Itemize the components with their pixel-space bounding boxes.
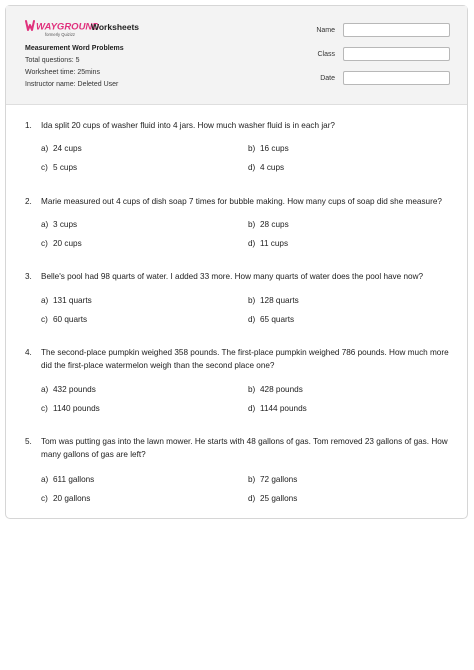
option-letter: a) — [41, 296, 49, 305]
name-field[interactable] — [343, 23, 450, 37]
option-letter: b) — [248, 296, 256, 305]
option-text: 432 pounds — [53, 385, 96, 394]
option-letter: c) — [41, 404, 48, 413]
class-field[interactable] — [343, 47, 450, 61]
option-text: 611 gallons — [53, 475, 95, 484]
brand-label: Worksheets — [91, 22, 140, 32]
option-text: 20 cups — [53, 239, 82, 248]
option-text: 28 cups — [260, 220, 289, 229]
option-text: 16 cups — [260, 144, 289, 153]
option-letter: c) — [41, 494, 48, 503]
option-text: 24 cups — [53, 144, 82, 153]
logo-subtitle: formerly Quizizz — [45, 32, 76, 37]
option-text: 5 cups — [53, 163, 78, 172]
name-label: Name — [316, 27, 335, 34]
option-c[interactable] — [41, 238, 82, 249]
option-c[interactable] — [41, 403, 100, 414]
option-letter: d) — [248, 239, 256, 248]
option-letter: c) — [41, 163, 48, 172]
option-b[interactable] — [248, 474, 297, 485]
option-d[interactable] — [248, 162, 284, 173]
question-number: 2. — [25, 197, 32, 206]
option-letter: a) — [41, 220, 49, 229]
total-questions: Total questions: 5 — [25, 57, 80, 64]
option-text: 25 gallons — [260, 494, 298, 503]
option-d[interactable] — [248, 314, 294, 325]
question-text: Tom was putting gas into the lawn mower. He starts with 48 gallons of gas. Tom removed 23 gallons of gas. How many gallons of gas are left? — [41, 437, 448, 459]
option-a[interactable] — [41, 384, 96, 395]
question-number: 3. — [25, 272, 32, 281]
option-text: 1140 pounds — [53, 404, 100, 413]
option-c[interactable] — [41, 162, 77, 173]
option-letter: c) — [41, 239, 48, 248]
worksheet-card — [5, 5, 468, 519]
option-letter: b) — [248, 385, 256, 394]
question-text: Ida split 20 cups of washer fluid into 4 jars. How much washer fluid is in each jar? — [41, 121, 335, 130]
option-letter: a) — [41, 144, 49, 153]
option-text: 3 cups — [53, 220, 78, 229]
option-letter: b) — [248, 144, 256, 153]
option-text: 11 cups — [260, 239, 289, 248]
option-letter: d) — [248, 315, 256, 324]
option-text: 72 gallons — [260, 475, 298, 484]
option-letter: d) — [248, 404, 256, 413]
option-text: 20 gallons — [53, 494, 91, 503]
option-letter: b) — [248, 220, 256, 229]
option-text: 428 pounds — [260, 385, 303, 394]
wayground-logo-icon — [25, 19, 100, 33]
option-text: 4 cups — [260, 163, 285, 172]
option-text: 60 quarts — [53, 315, 88, 324]
option-b[interactable] — [248, 219, 289, 230]
option-b[interactable] — [248, 295, 299, 306]
option-text: 131 quarts — [53, 296, 92, 305]
option-a[interactable] — [41, 474, 94, 485]
date-field[interactable] — [343, 71, 450, 85]
option-letter: d) — [248, 494, 256, 503]
question-number: 1. — [25, 121, 32, 130]
option-letter: d) — [248, 163, 256, 172]
question-text: Belle's pool had 98 quarts of water. I added 33 more. How many quarts of water does the pool have now? — [41, 272, 424, 281]
question-number: 4. — [25, 348, 32, 357]
option-b[interactable] — [248, 384, 303, 395]
option-letter: c) — [41, 315, 48, 324]
option-a[interactable] — [41, 295, 92, 306]
option-letter: a) — [41, 475, 49, 484]
worksheet-title: Measurement Word Problems — [25, 45, 124, 52]
option-letter: a) — [41, 385, 49, 394]
option-text: 128 quarts — [260, 296, 299, 305]
option-d[interactable] — [248, 403, 307, 414]
option-b[interactable] — [248, 143, 289, 154]
option-d[interactable] — [248, 493, 297, 504]
option-text: 1144 pounds — [260, 404, 307, 413]
worksheet-header — [6, 6, 467, 105]
class-label: Class — [317, 51, 335, 58]
wayground-logo — [25, 19, 100, 41]
logo-wordmark: WAYGROUND — [36, 21, 100, 33]
option-a[interactable] — [41, 219, 77, 230]
question-text: Marie measured out 4 cups of dish soap 7 times for bubble making. How many cups of soap did she measure? — [41, 197, 442, 206]
instructor-name: Instructor name: Deleted User — [25, 81, 119, 88]
question-text: The second-place pumpkin weighed 358 pounds. The first-place pumpkin weighed 786 pounds. How much more did the first-place watermelon weigh than the second place one? — [41, 348, 449, 370]
option-a[interactable] — [41, 143, 82, 154]
date-label: Date — [320, 75, 335, 82]
option-d[interactable] — [248, 238, 288, 249]
option-c[interactable] — [41, 493, 90, 504]
option-letter: b) — [248, 475, 256, 484]
question-number: 5. — [25, 437, 32, 446]
option-c[interactable] — [41, 314, 87, 325]
worksheet-time: Worksheet time: 25mins — [25, 69, 100, 76]
option-text: 65 quarts — [260, 315, 295, 324]
